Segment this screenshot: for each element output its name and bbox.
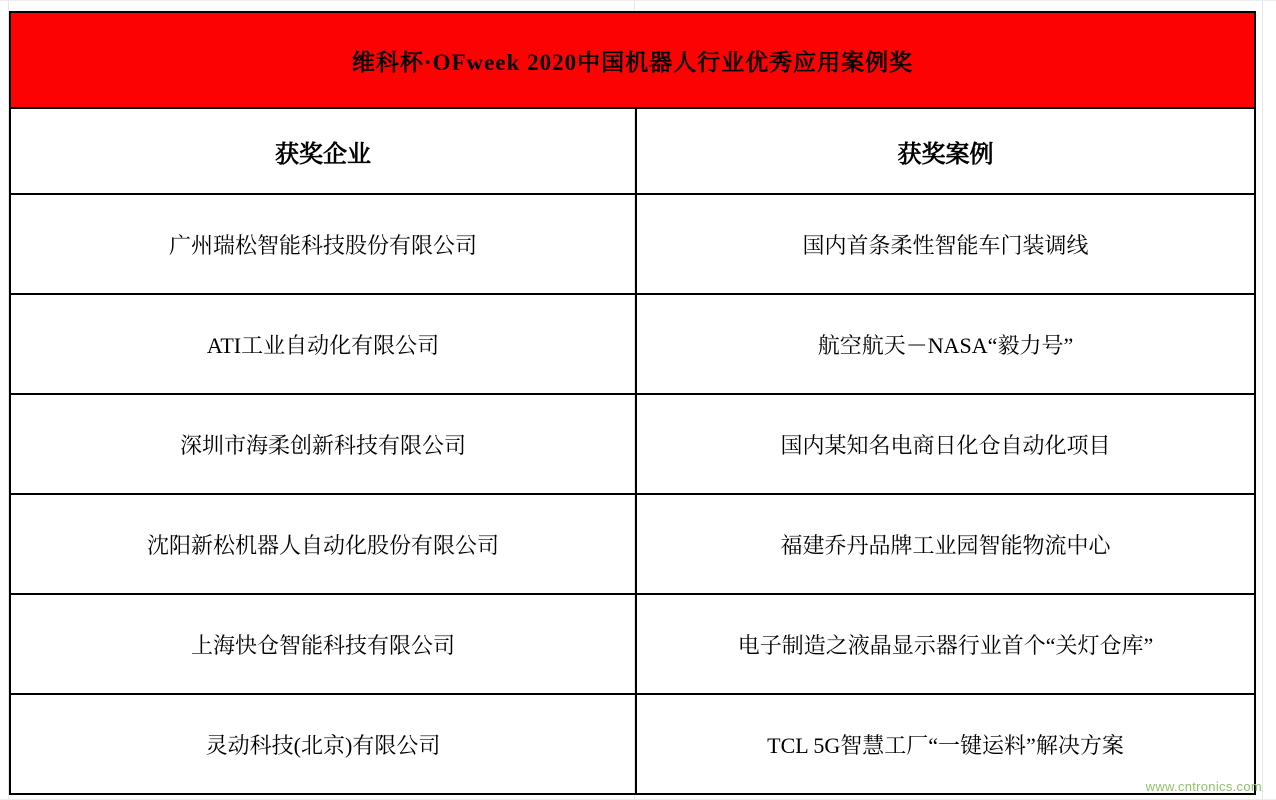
cell-company: ATI工业自动化有限公司 xyxy=(10,294,636,394)
cell-company: 上海快仓智能科技有限公司 xyxy=(10,594,636,694)
award-table xyxy=(9,11,1256,795)
grid-guide-right xyxy=(1262,0,1263,800)
page-title: 维科杯·OFweek 2020中国机器人行业优秀应用案例奖 xyxy=(10,12,1255,108)
cell-case: 电子制造之液晶显示器行业首个“关灯仓库” xyxy=(636,594,1255,694)
award-table-container xyxy=(9,11,1254,795)
cell-case: 福建乔丹品牌工业园智能物流中心 xyxy=(636,494,1255,594)
table-title-row xyxy=(10,12,1255,108)
cell-case: 航空航天－NASA“毅力号” xyxy=(636,294,1255,394)
watermark: www.cntronics.com xyxy=(1145,779,1262,794)
column-header-case: 获奖案例 xyxy=(636,108,1255,194)
cell-company: 深圳市海柔创新科技有限公司 xyxy=(10,394,636,494)
table-row xyxy=(10,494,1255,594)
cell-case: 国内某知名电商日化仓自动化项目 xyxy=(636,394,1255,494)
grid-guide-top xyxy=(0,0,1276,1)
cell-case: TCL 5G智慧工厂“一键运料”解决方案 xyxy=(636,694,1255,794)
cell-company: 灵动科技(北京)有限公司 xyxy=(10,694,636,794)
table-header-row xyxy=(10,108,1255,194)
table-row xyxy=(10,194,1255,294)
cell-case: 国内首条柔性智能车门装调线 xyxy=(636,194,1255,294)
cell-company: 沈阳新松机器人自动化股份有限公司 xyxy=(10,494,636,594)
table-row xyxy=(10,594,1255,694)
table-row xyxy=(10,294,1255,394)
table-row xyxy=(10,694,1255,794)
table-row xyxy=(10,394,1255,494)
cell-company: 广州瑞松智能科技股份有限公司 xyxy=(10,194,636,294)
column-header-company: 获奖企业 xyxy=(10,108,636,194)
